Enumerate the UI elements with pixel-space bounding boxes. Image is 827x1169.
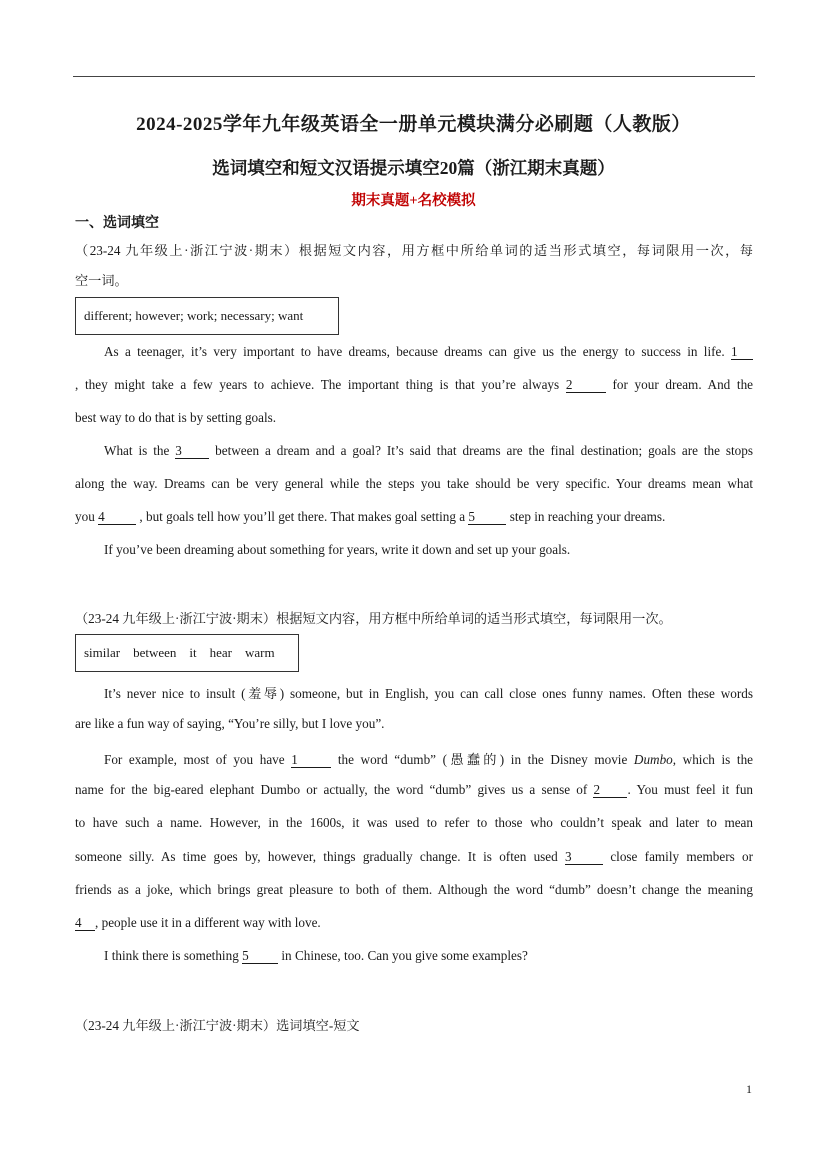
- header-rule: [73, 76, 755, 77]
- passage1-line: [75, 377, 753, 393]
- answer-blank-3[interactable]: [175, 444, 209, 459]
- answer-blank-5[interactable]: [242, 949, 278, 964]
- answer-blank-5[interactable]: [468, 510, 506, 525]
- blank-number: 3: [565, 849, 572, 864]
- passage1-line: [104, 344, 753, 360]
- answer-blank-4[interactable]: [98, 510, 136, 525]
- passage1-text: , but goals tell how you’ll get there. That makes goal setting a: [139, 509, 466, 524]
- answer-blank-2[interactable]: [593, 783, 627, 798]
- passage2-text: , which is the: [672, 752, 754, 767]
- blank-number: 1: [291, 752, 298, 767]
- blank-number: 2: [593, 782, 601, 797]
- movie-title: Dumbo: [633, 752, 673, 767]
- document-tagline: 期末真题+名校模拟: [351, 193, 476, 209]
- passage1-line: [75, 509, 753, 525]
- passage1-line: best way to do that is by setting goals.: [75, 410, 277, 425]
- passage1-text: , they might take a few years to achieve. The important thing is that you’re always: [75, 377, 560, 392]
- passage3-source: （23-24 九年级上·浙江宁波·期末）选词填空-短文: [75, 1018, 360, 1033]
- answer-blank-2[interactable]: [566, 378, 606, 393]
- blank-number: 3: [175, 443, 182, 458]
- answer-blank-1[interactable]: [731, 345, 753, 360]
- passage1-text: As a teenager, it’s very important to have dreams, because dreams can give us the energy to success in life.: [104, 344, 725, 359]
- passage1-line: If you’ve been dreaming about something for years, write it down and set up your goals.: [104, 542, 571, 557]
- passage2-word-box: [75, 634, 299, 672]
- blank-number: 2: [565, 377, 573, 392]
- passage1-line: [104, 443, 753, 459]
- passage2-line: friends as a joke, which brings great pleasure to both of them. Although the word “dumb” doesn’t change the meaning: [75, 882, 753, 897]
- passage2-line: are like a fun way of saying, “You’re silly, but I love you”.: [75, 716, 385, 731]
- passage2-text: name for the big-eared elephant Dumbo or actually, the word “dumb” gives us a sense of: [75, 782, 588, 797]
- passage2-line: [75, 915, 753, 931]
- blank-number: 4: [98, 509, 105, 524]
- passage2-text: someone silly. As time goes by, however, things gradually change. It is often used: [75, 849, 558, 864]
- passage1-text: between a dream and a goal? It’s said that dreams are the final destination; goals are the stops: [215, 443, 753, 458]
- passage2-text: For example, most of you have: [104, 752, 285, 767]
- passage1-source-line2: 空一词。: [75, 273, 128, 288]
- blank-number: 4: [75, 915, 82, 930]
- passage2-text: close family members or: [610, 849, 753, 864]
- passage2-text: I think there is something: [104, 948, 239, 963]
- passage1-text: step in reaching your dreams.: [509, 509, 666, 524]
- passage2-source: （23-24 九年级上·浙江宁波·期末）根据短文内容，用方框中所给单词的适当形式填空，每词限用一次。: [75, 611, 672, 626]
- passage2-line: [104, 749, 753, 768]
- passage2-text: , people use it in a different way with love.: [95, 915, 321, 930]
- document-subtitle: 选词填空和短文汉语提示填空20篇（浙江期末真题）: [212, 158, 615, 178]
- passage1-text: for your dream. And the: [612, 377, 754, 392]
- passage1-source-line1: （23-24 九年级上·浙江宁波·期末）根据短文内容，用方框中所给单词的适当形式填空，每词限用一次，每: [75, 243, 753, 258]
- passage1-word-list: different; however; work; necessary; want: [84, 308, 304, 323]
- passage1-line: along the way. Dreams can be very general while the steps you take should be very specific. Your dreams mean what: [75, 476, 753, 491]
- passage1-word-box: [75, 297, 339, 335]
- passage2-text: in Chinese, too. Can you give some examples?: [281, 948, 528, 963]
- passage2-line: It’s never nice to insult (羞辱) someone, but in English, you can call close ones funny names. Often these words: [104, 686, 753, 701]
- answer-blank-1[interactable]: [291, 753, 331, 768]
- passage2-line: [75, 782, 753, 798]
- answer-blank-4[interactable]: [75, 916, 95, 931]
- document-title: 2024-2025学年九年级英语全一册单元模块满分必刷题（人教版）: [136, 114, 691, 135]
- page-number: 1: [746, 1082, 752, 1096]
- blank-number: 1: [731, 344, 738, 359]
- passage2-line: to have such a name. However, in the 1600s, it was used to refer to those who couldn’t speak and later to mean: [75, 815, 753, 830]
- passage2-line: [104, 948, 753, 964]
- answer-blank-3[interactable]: [565, 850, 603, 865]
- passage2-word-list: similar between it hear warm: [84, 645, 275, 660]
- passage2-line: [75, 849, 753, 865]
- passage2-text: the word “dumb” (愚蠢的) in the Disney movie: [337, 752, 628, 767]
- blank-number: 5: [468, 509, 475, 524]
- passage1-text: What is the: [104, 443, 170, 458]
- passage2-text: . You must feel it fun: [627, 782, 754, 797]
- section-heading: 一、选词填空: [75, 216, 159, 231]
- blank-number: 5: [242, 948, 249, 963]
- passage1-text: you: [75, 509, 95, 524]
